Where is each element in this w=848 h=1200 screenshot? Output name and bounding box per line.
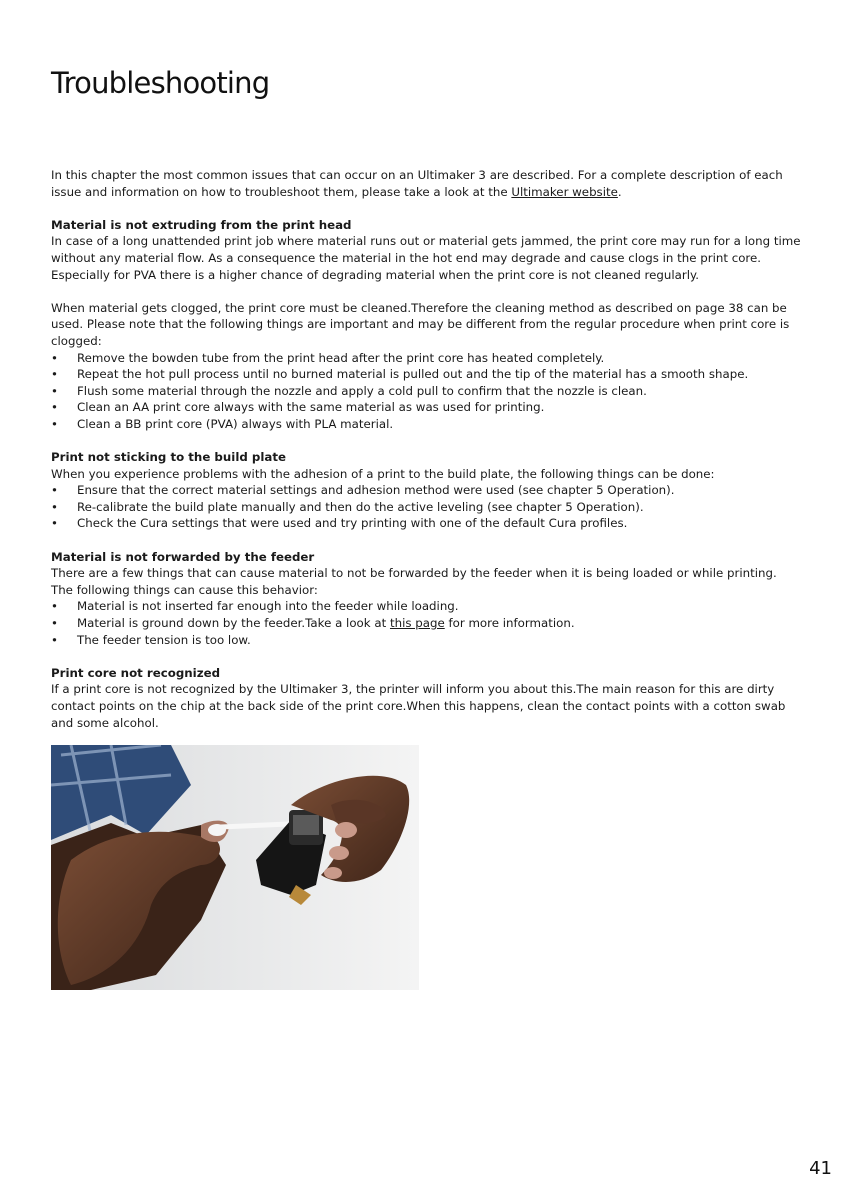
list-item bbox=[51, 350, 801, 367]
list-item bbox=[51, 515, 801, 532]
list-item-text: Flush some material through the nozzle and apply a cold pull to confirm that the nozzle is clean. bbox=[77, 383, 647, 398]
section-print-not-sticking bbox=[51, 449, 801, 532]
bullet-list bbox=[51, 598, 801, 648]
section-paragraph: If a print core is not recognized by the Ultimaker 3, the printer will inform you about this.The main reason for this are dirty contact points on the chip at the back side of the print core.When this happens, clean the contact points with a cotton swab and some alcohol. bbox=[51, 682, 786, 730]
intro-text: In this chapter the most common issues that can occur on an Ultimaker 3 are described. For a complete description of each issue and information on how to troubleshoot them, please take a look at the bbox=[51, 168, 783, 199]
bullet-icon: • bbox=[51, 499, 58, 514]
section-paragraph: When you experience problems with the adhesion of a print to the build plate, the following things can be done: bbox=[51, 466, 715, 481]
bullet-icon: • bbox=[51, 516, 58, 531]
bullet-icon: • bbox=[51, 400, 58, 415]
page-title: Troubleshooting bbox=[51, 66, 270, 100]
section-heading: Material is not extruding from the print head bbox=[51, 217, 352, 232]
list-item bbox=[51, 399, 801, 416]
ultimaker-website-link[interactable]: Ultimaker website bbox=[511, 184, 618, 199]
bullet-icon: • bbox=[51, 599, 58, 614]
list-item-text: Re-calibrate the build plate manually and then do the active leveling (see chapter 5 Operation). bbox=[77, 499, 644, 514]
list-item bbox=[51, 632, 801, 649]
list-item bbox=[51, 416, 801, 433]
this-page-link[interactable]: this page bbox=[389, 616, 445, 631]
section-feeder bbox=[51, 549, 801, 649]
bullet-icon: • bbox=[51, 416, 58, 431]
list-item-text-end: for more information. bbox=[444, 616, 575, 631]
bullet-icon: • bbox=[51, 350, 58, 365]
list-item bbox=[51, 598, 801, 615]
list-item-text: Clean a BB print core (PVA) always with PLA material. bbox=[77, 416, 394, 431]
list-item bbox=[51, 615, 801, 632]
list-item-text: Repeat the hot pull process until no burned material is pulled out and the tip of the material has a smooth shape. bbox=[77, 367, 749, 382]
intro-paragraph bbox=[51, 167, 801, 200]
section-paragraph: When material gets clogged, the print core must be cleaned.Therefore the cleaning method as described on page 38 can be used. Please note that the following things are important and may be different from the regular procedure when print core is clogged: bbox=[51, 300, 790, 348]
cleaning-print-core-photo bbox=[51, 745, 419, 990]
section-heading: Material is not forwarded by the feeder bbox=[51, 549, 315, 564]
list-item-text: Check the Cura settings that were used and try printing with one of the default Cura profiles. bbox=[77, 516, 628, 531]
section-heading: Print core not recognized bbox=[51, 665, 221, 680]
bullet-list bbox=[51, 350, 801, 433]
list-item-text: Clean an AA print core always with the same material as was used for printing. bbox=[77, 400, 545, 415]
list-item bbox=[51, 499, 801, 516]
bullet-icon: • bbox=[51, 632, 58, 647]
section-heading: Print not sticking to the build plate bbox=[51, 450, 287, 465]
list-item-text: Ensure that the correct material settings and adhesion method were used (see chapter 5 Operation). bbox=[77, 483, 675, 498]
list-item-text: Material is ground down by the feeder.Take a look at bbox=[77, 616, 390, 631]
bullet-icon: • bbox=[51, 367, 58, 382]
section-paragraph: There are a few things that can cause material to not be forwarded by the feeder when it is being loaded or while printing. The following things can cause this behavior: bbox=[51, 566, 777, 597]
page-number: 41 bbox=[809, 1158, 832, 1179]
section-paragraph: In case of a long unattended print job where material runs out or material gets jammed, the print core may run for a long time without any material flow. As a consequence the material in the hot end may degrade and cause clogs in the print core. Especially for PVA there is a higher chance of degrading material when the print core is not cleaned regularly. bbox=[51, 234, 801, 282]
bullet-list bbox=[51, 482, 801, 532]
bullet-icon: • bbox=[51, 483, 58, 498]
section-print-core-not-recognized bbox=[51, 665, 801, 731]
intro-text-end: . bbox=[617, 184, 622, 199]
section-material-not-extruding bbox=[51, 217, 801, 433]
bullet-icon: • bbox=[51, 383, 58, 398]
list-item bbox=[51, 383, 801, 400]
list-item-text: Remove the bowden tube from the print head after the print core has heated completely. bbox=[77, 350, 605, 365]
bullet-icon: • bbox=[51, 616, 58, 631]
main-content bbox=[51, 167, 801, 748]
list-item bbox=[51, 482, 801, 499]
list-item-text: The feeder tension is too low. bbox=[77, 632, 251, 647]
list-item bbox=[51, 366, 801, 383]
list-item-text: Material is not inserted far enough into the feeder while loading. bbox=[77, 599, 459, 614]
